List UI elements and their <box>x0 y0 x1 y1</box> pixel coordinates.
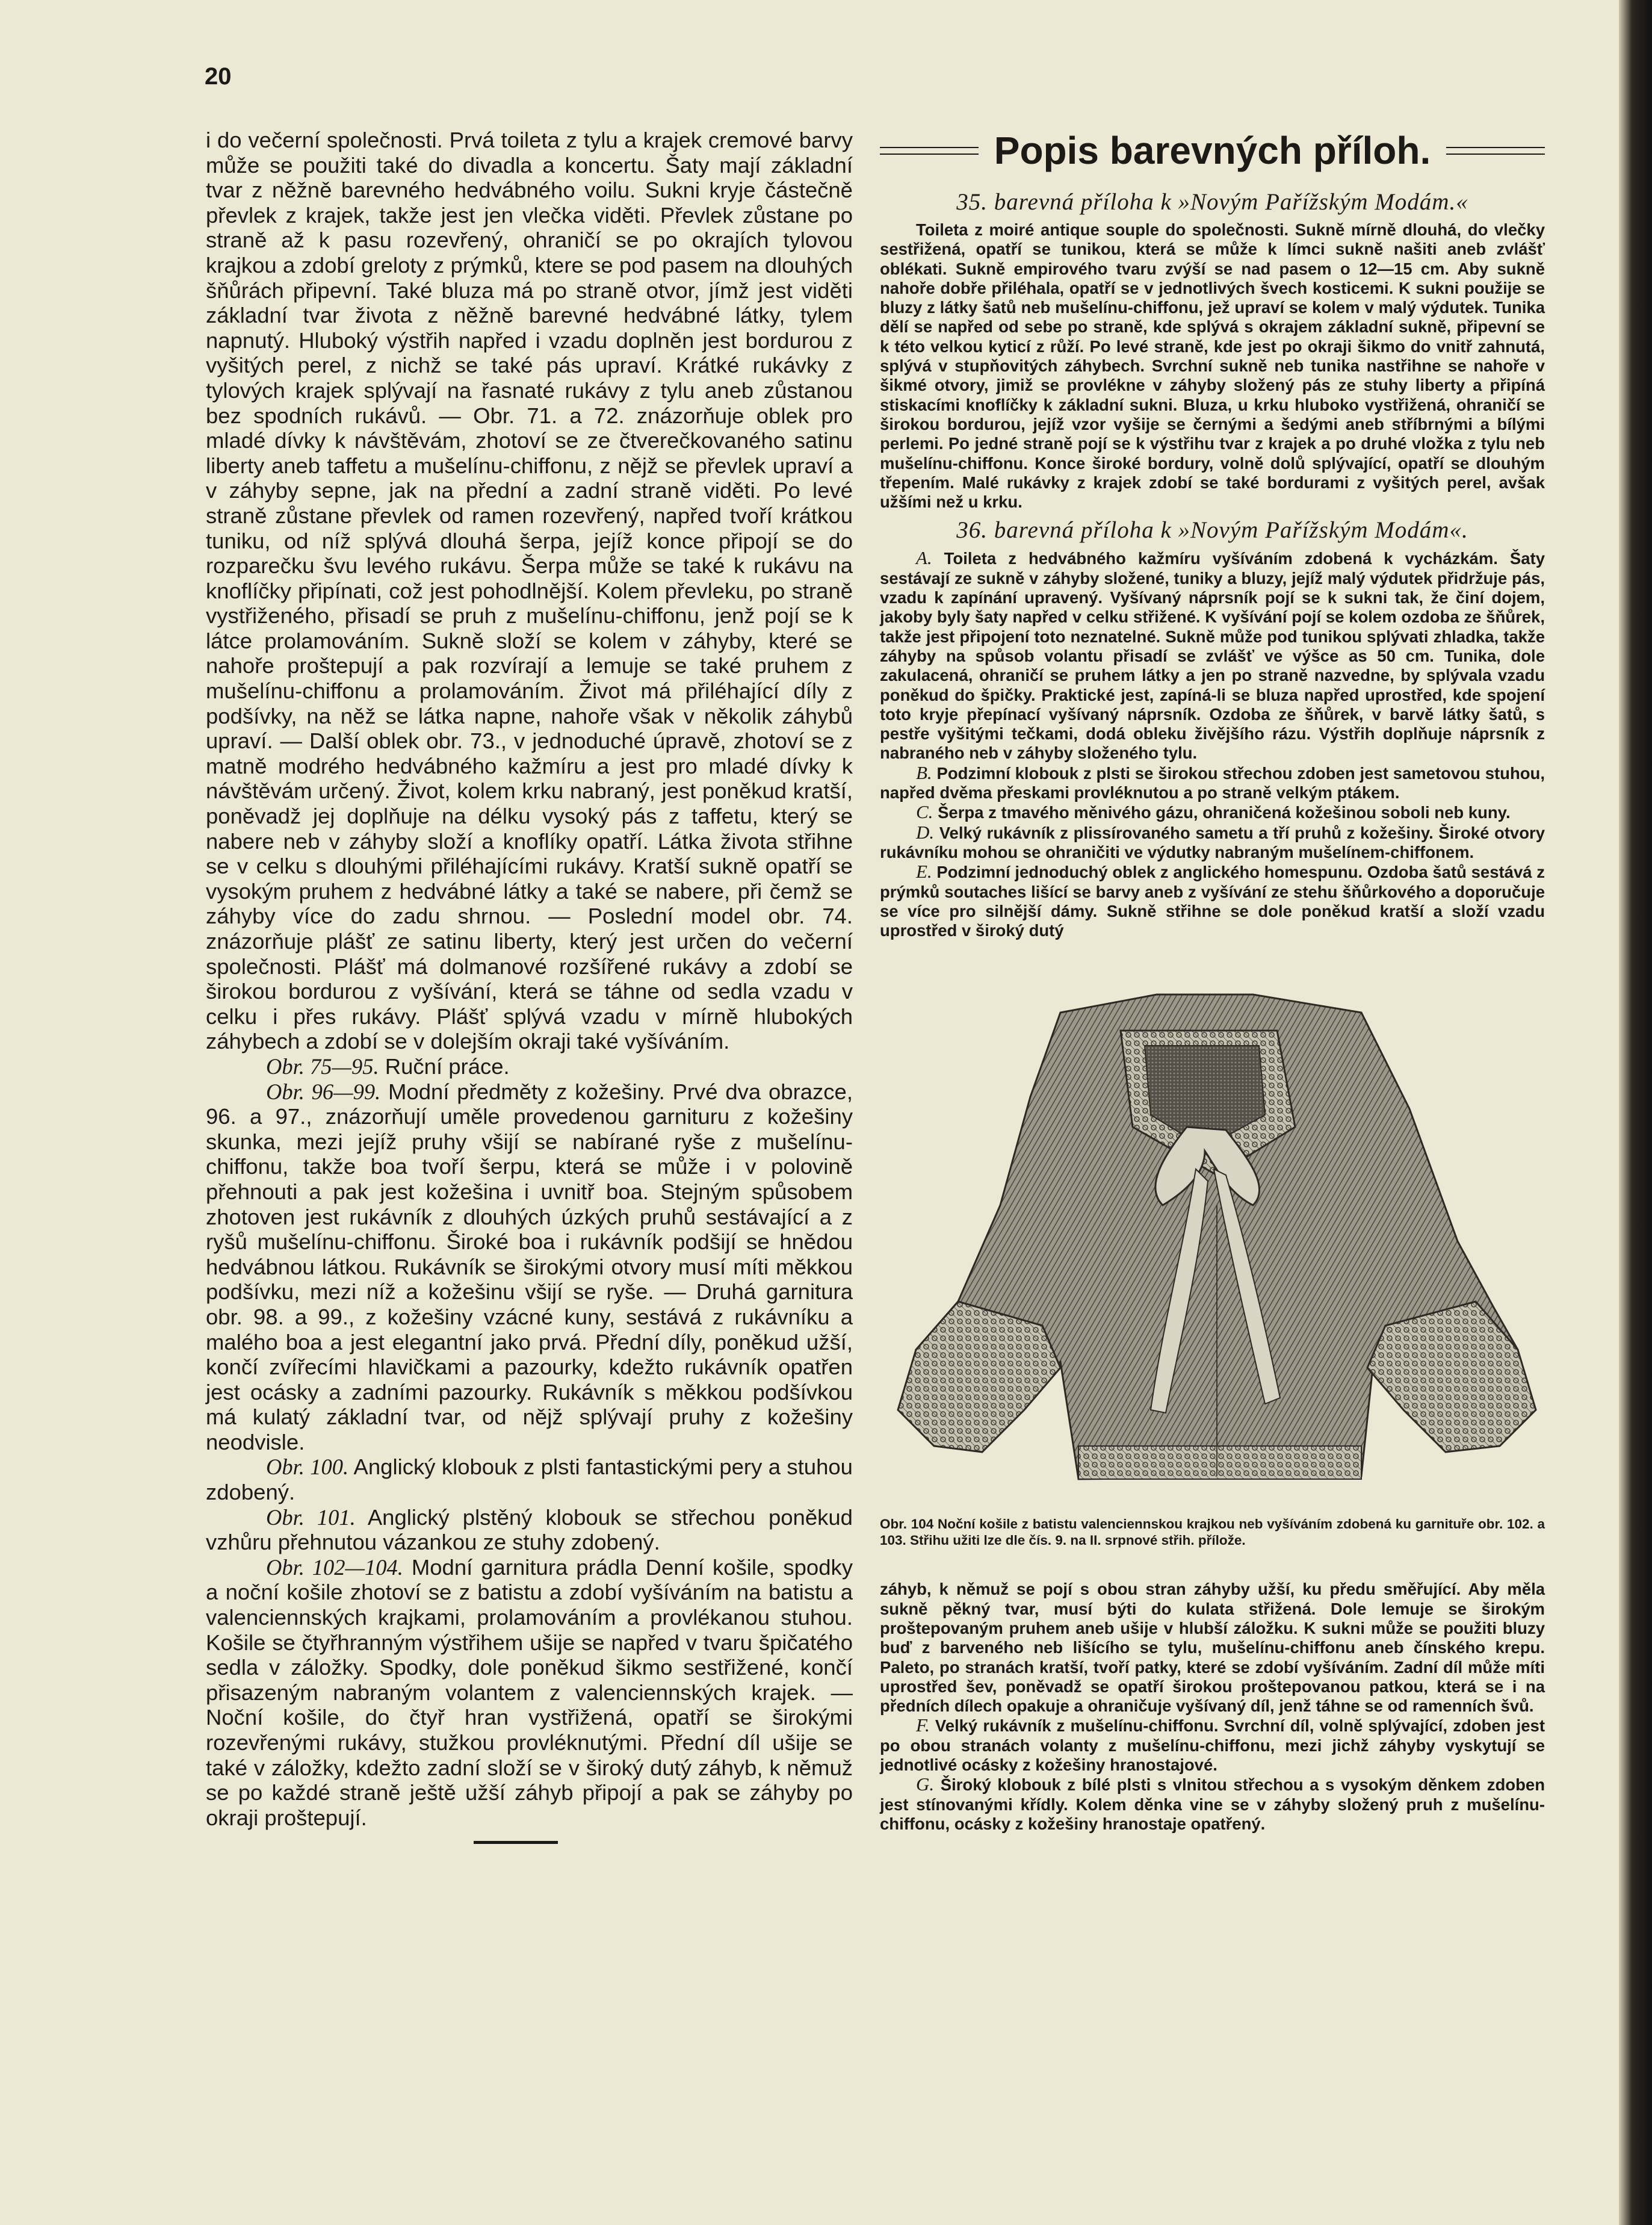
item-c <box>880 802 1545 822</box>
item-text: Velký rukávník z mušelínu-chiffonu. Svrchní díl, volně splývající, zdoben jest po obou stranách volanty z mušelínu-chiffonu, mezi jichž záhyby vyskytují se jednotlivé ocásky z kožešiny hranostajové. <box>880 1716 1545 1775</box>
item-letter: G. <box>916 1773 935 1795</box>
item-letter: D. <box>916 821 935 843</box>
supplement-35-body <box>880 220 1545 512</box>
item-letter: B. <box>916 762 932 783</box>
item-text: Šerpa z tmavého měnivého gázu, ohraničená kožešinou soboli neb kuny. <box>933 803 1511 822</box>
item-text: Podzimní klobouk z plsti se širokou střechou zdoben jest sametovou stuhou, napřed dvěma přeskami provléknutou a po straně velkým ptákem. <box>880 763 1545 802</box>
item-d <box>880 823 1545 863</box>
supplement-36-continued <box>880 1580 1545 1834</box>
right-column <box>880 123 1545 1834</box>
heading-rule-left <box>880 147 979 155</box>
supplement-36-title: 36. barevná příloha k »Novým Pařížským Modám«. <box>956 517 1468 544</box>
supplement-35-text: Toileta z moiré antique souple do společnosti. Sukně mírně dlouhá, do vlečky sestřižená, opatří se tunikou, která se může k límci sukně našiti aneb zvlášť oblékati. Sukně empirového tvaru zvýší se nad pasem o 12—15 cm. Aby sukně nahoře dobře přiléhala, opatří se v jednotlivých švech kosticemi. K sukni použije se bluzy z látky šatů neb mušelínu-chiffonu, jež upraví se kolem v malý výdutek. Tunika dělí se napřed od sebe po straně, kde splývá s okrajem základní sukně, připevní se k této velkou kyticí z růží. Po levé straně, kde jest po okraji šikmo do vnitř zahnutá, splývá v stupňovitých záhybech. Svrchní sukně neb tunika nastřihne se nahoře v šikmé otvory, jimiž se provlékne v záhyby složený pás ze stuhy liberty a připíná stiskacími knoflíčky k základní sukni. Bluza, u krku hluboko vystřižená, ohraničí se širokou bordurou, jejíž vzor vyšije se černými a šedými aneb stříbrnými a bílými perlemi. Po jedné straně pojí se k výstřihu tvar z krajek a po druhé vložka z tylu neb mušelínu-chiffonu. Konce široké bordury, volně dolů splývající, opatří se dlouhým třepením. Malé rukávky z krajek zdobí se také bordurami z vyšitých perel, avšak užšími než u krku. <box>880 220 1545 512</box>
figure-note-75-95 <box>206 1054 853 1079</box>
item-a <box>880 548 1545 763</box>
binding-gutter <box>1619 0 1652 2225</box>
right-sleeve-frill <box>1367 1302 1536 1452</box>
nightgown-illustration <box>880 988 1545 1512</box>
figure-text: Ruční práce. <box>379 1054 510 1079</box>
heading-title: Popis barevných příloh. <box>994 129 1431 172</box>
figure-text: Anglický plstěný klobouk se střechou poněkud vzhůru přehnutou vázankou ze stuhy zdobený. <box>206 1504 853 1555</box>
paragraph: i do večerní společnosti. Prvá toileta z tylu a krajek cremové barvy může se použiti také do divadla a koncertu. Šaty mají základní tvar z něžně barevného hedvábného voilu. Sukni kryje částečně převlek z krajek, takže jest jen vlečka viděti. Převlek zůstane po straně až k pasu rozevřený, ohraničí se po okrajích tylovou krajkou a zdobí greloty z prýmků, ktere se pod pasem na dlouhých šňůrách připevní. Také bluza má po straně otvor, jímž jest viděti základní tvar života z něžně barevné hedvábné látky, tylem napnutý. Hluboký výstřih napřed i vzadu doplněn jest bordurou z vyšitých perel, z nichž se také pás upraví. Krátké rukávky z tylových krajek splývají na řasnaté rukávy z tylu aneb zůstanou bez spodních rukávů. — Obr. 71. a 72. znázorňuje oblek pro mladé dívky k návštěvám, zhotoví se ze čtverečkovaného satinu liberty aneb taffetu a mušelínu-chiffonu, z nějž se převlek upraví a v záhyby sepne, jak na přední a zadní straně viděti. Po levé straně zůstane převlek od ramen rozevřený, napřed tvoří krátkou tuniku, od níž splývá dlouhá šerpa, jejíž konce připojí se do rozparečku švu levého rukávu. Šerpa může se také k rukávu na knoflíčky připínati, což jest pohodlnější. Kolem převleku, po straně vystřiženého, přisadí se pruh z mušelínu-chiffonu, jenž pojí se k látce prolamováním. Sukně složí se kolem v záhyby, které se nahoře proštepují a pak rozvírají a lemuje se také pruhem z mušelínu-chiffonu a prolamováním. Život má přiléhající díly z podšívky, na něž se látka napne, nahoře však v několik záhybů upraví. — Další oblek obr. 73., v jednoduché úpravě, zhotoví se z matně modrého hedvábného kažmíru a jest pro mladé dívky k návštěvám určený. Život, kolem krku nabraný, jest poněkud kratší, poněvadž jej doplňuje na délku vysoký pás z taffetu, který se nabere neb v záhyby složí a knoflíky opatří. Látka života střihne se v celku s dlouhými přiléhajícími rukávy. Kratší sukně opatří se vysokým pruhem z hedvábné látky a také se nabere, při čemž se záhyby více do zadu shrnou. — Poslední model obr. 74. znázorňuje plášť ze satinu liberty, který jest určen do večerní společnosti. Plášť má dolmanové rozšířené rukávy a zdobí se širokou bordurou z vyšívání, která se táhne od sedla vzadu v celku i přes rukávy. Plášť splývá vzadu v mírně hlubokých záhybech a zdobí se v dolejším okraji také vyšíváním. <box>206 128 853 1054</box>
figure-caption: Obr. 104 Noční košile z batistu valenciennskou krajkou neb vyšíváním zdobená ku garnituře obr. 102. a 103. Střihu užiti lze dle čís. 9. na II. srpnové střih. přílože. <box>880 1516 1545 1548</box>
item-b <box>880 763 1545 803</box>
figure-label: Obr. 100. <box>266 1454 349 1480</box>
figure-label: Obr. 101. <box>266 1504 356 1530</box>
item-e-continued: záhyb, k němuž se pojí s obou stran záhyby užší, ku předu směřující. Aby měla sukně pěkný tvar, musí býti do kulata střižená. Dole lemuje se širokým proštepovaným pruhem aneb ušije v hlubší záložku. K sukni může se použiti bluzy buď z barveného neb lišícího se tylu, mušelínu-chiffonu aneb čínského krepu. Paleto, po stranách kratší, tvoří patky, které se zdobí vyšíváním. Zadní díl může míti uprostřed šev, poněvadž se opatří širokou proštepovanou patkou, která se i na předních dílech opakuje a ohraničuje vyšívaný díl, jenž táhne se od ramenních švů. <box>880 1580 1545 1716</box>
nightgown-engraving <box>880 988 1545 1512</box>
figure-text: Modní garnitura prádla Denní košile, spodky a noční košile zhotoví se z batistu a zdobí vyšíváním na batistu a valenciennských krajkami, prolamováním a provlékanou stuhou. Košile se čtyřhranným výstřihem ušije se napřed v tvaru špičatého sedla v záložky. Spodky, dole poněkud šikmo sestřižené, končí přisazeným nabraným volantem z valenciennských krajek. — Noční košile, do čtyř hran vystřižená, opatří se širokými rozevřenými rukávy, stužkou provléknutými. Přední díl ušije se také v záložky, kdežto zadní složí se v široký dutý záhyb, k němuž se po každé straně ještě užší záhyb připojí a pak se záhyby po okraji proštepují. <box>206 1554 853 1830</box>
page-number: 20 <box>205 63 232 90</box>
figure-label: Obr. 96—99. <box>266 1079 381 1104</box>
figure-label: Obr. 102—104. <box>266 1554 403 1580</box>
figure-note-100 <box>206 1454 853 1504</box>
supplement-36-body <box>880 548 1545 940</box>
item-letter: C. <box>916 801 933 823</box>
left-sleeve-frill <box>898 1302 1060 1452</box>
figure-note-102-104 <box>206 1555 853 1831</box>
figure-text: Modní předměty z kožešiny. Prvé dva obrazce, 96. a 97., znázorňují uměle provedenou garnituru z kožešiny skunka, mezi jejíž pruhy všijí se nabírané ryše z mušelínu-chiffonu, takže boa tvoří šerpu, která se může i v polovině přehnouti a pak jest kožešina i uvnitř boa. Stejným spůsobem zhotoven jest rukávník z dlouhých úzkých pruhů sestávající a z ryšů mušelínu-chiffonu. Široké boa i rukávník podšijí se hnědou hedvábnou látkou. Rukávník se širokými otvory musí míti měkkou podšívku, mezi níž a kožešinu všijí se ryše. — Druhá garnitura obr. 98. a 99., z kožešiny vzácné kuny, sestává z rukávníku a malého boa a jest elegantní jako prvá. Přední díly, poněkud užší, končí zvířecími hlavičkami a pazourky, kdežto rukávník opatřen jest ocásky a zadními pazourky. Rukávník s měkkou podšívkou má kulatý základní tvar, od nějž splývají pruhy z kožešiny neodvisle. <box>206 1079 853 1454</box>
hem-lace <box>1078 1446 1361 1479</box>
figure-note-96-99 <box>206 1079 853 1455</box>
figure-note-101 <box>206 1505 853 1555</box>
item-text: Široký klobouk z bílé plsti s vlnitou střechou a s vysokým děnkem zdoben jest stínovanými křídly. Kolem děnka vine se v záhyby složený pruh z mušelínu-chiffonu, ocásky z kožešiny hranostaje opatřený. <box>880 1775 1545 1833</box>
item-letter: E. <box>916 861 932 883</box>
item-f <box>880 1716 1545 1775</box>
item-letter: F. <box>916 1715 930 1736</box>
item-g <box>880 1775 1545 1834</box>
left-column <box>206 128 853 1844</box>
heading-rule-right <box>1446 147 1545 155</box>
item-text: Podzimní jednoduchý oblek z anglického homespunu. Ozdoba šatů sestává z prýmků soutaches lišící se barvy aneb z vyšívání ze stehu šňůrkového a doporučuje se více pro silnější dámy. Sukně střihne se dole poněkud kratší a složí vzadu uprostřed v široký dutý <box>880 863 1545 940</box>
section-heading <box>880 123 1545 178</box>
item-letter: A. <box>916 547 932 569</box>
supplement-35-title: 35. barevná příloha k »Novým Pařížským Modám.« <box>956 189 1468 215</box>
end-rule-divider <box>474 1841 558 1844</box>
item-text: Toileta z hedvábného kažmíru vyšíváním zdobená k vycházkám. Šaty sestávají ze sukně v záhyby složené, tuniky a bluzy, jejíž malý výdutek přidržuje pás, vzadu k zapínání upravený. Vyšívaný náprsník pojí se k sukni tak, že činí dojem, jakoby byly šaty napřed v celku střižené. K vyšívání pojí se kolem ozdoba ze šňůrek, takže jest připojení toto neznatelné. Sukně může pod tunikou splývati zhladka, takže záhyby na spůsob volantu přisadí se zvlášť ve výšce as 50 cm. Tunika, dole zakulacená, ohraničí se pruhem látky a jen po straně nazvedne, by splývala vzadu poněkud do špičky. Praktické jest, zapíná-li se bluza napřed uprostřed, kde spojení toto kryje přepínací vyšívaný náprsník. Ozdoba ze šňůrek, v barvě látky šatů, s pestře vyšitými tečkami, dodá obleku živějšího rázu. Výstřih doplňuje náprsník z nabraného neb v záhyby složeného tylu. <box>880 549 1545 763</box>
item-text: Velký rukávník z plissírovaného sametu a tří pruhů z kožešiny. Široké otvory rukávníku mohou se ohraničiti ve výdutky nabraným mušelínem-chiffonem. <box>880 823 1545 861</box>
figure-label: Obr. 75—95. <box>266 1054 379 1079</box>
item-e <box>880 862 1545 940</box>
figure-text: Anglický klobouk z plsti fantastickými pery a stuhou zdobený. <box>206 1454 853 1505</box>
